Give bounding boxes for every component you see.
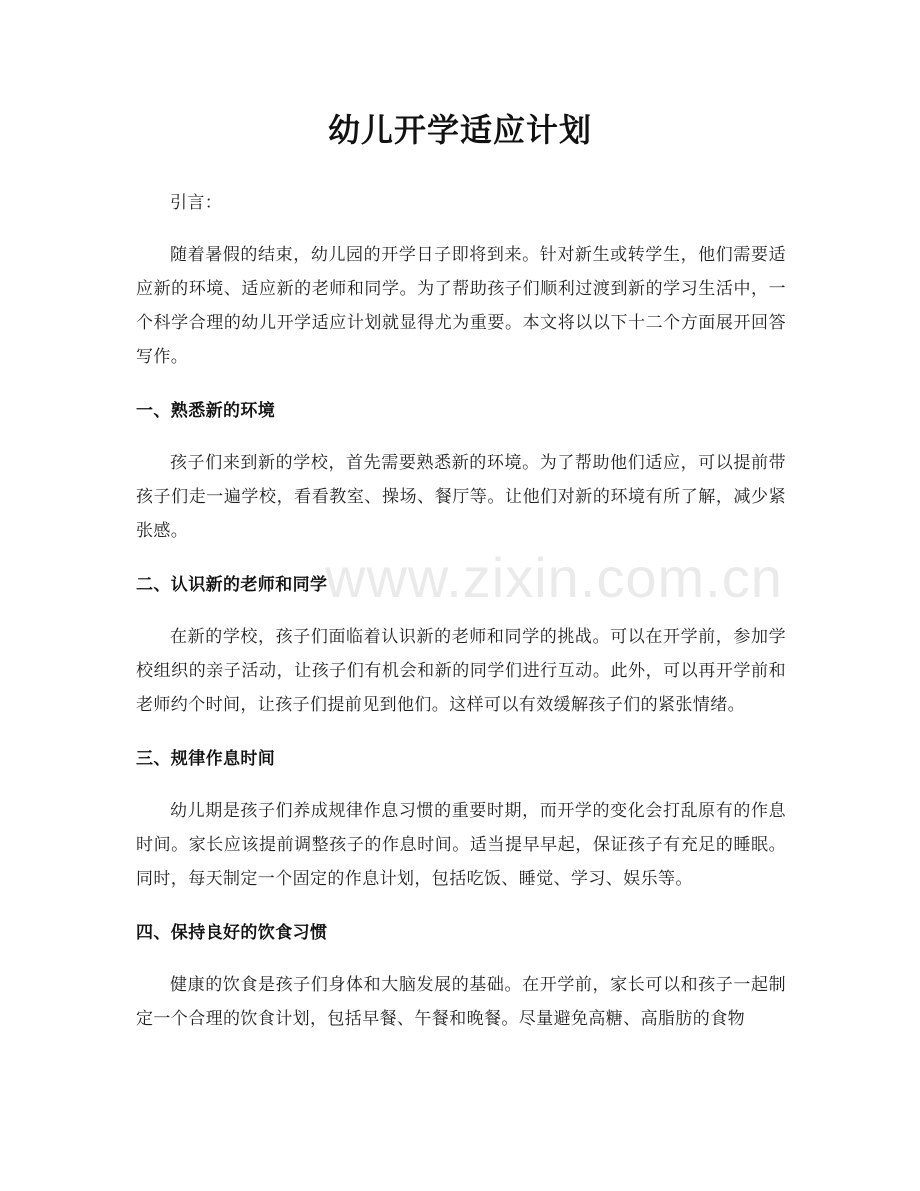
intro-paragraph: 随着暑假的结束，幼儿园的开学日子即将到来。针对新生或转学生，他们需要适应新的环境、适应新的老师和同学。为了帮助孩子们顺利过渡到新的学习生活中，一个科学合理的幼儿开学适应计划就显得尤为重要。本文将以以下十二个方面展开回答写作。	[136, 245, 786, 367]
section-heading: 一、熟悉新的环境	[136, 401, 276, 421]
section-3	[136, 742, 786, 896]
section-paragraph: 孩子们来到新的学校，首先需要熟悉新的环境。为了帮助他们适应，可以提前带孩子们走一遍学校，看看教室、操场、餐厅等。让他们对新的环境有所了解，减少紧张感。	[136, 453, 786, 541]
document-body	[136, 186, 786, 1036]
section-heading: 四、保持良好的饮食习惯	[136, 923, 328, 943]
document-title: 幼儿开学适应计划	[327, 111, 592, 149]
section-paragraph: 在新的学校，孩子们面临着认识新的老师和同学的挑战。可以在开学前，参加学校组织的亲子活动，让孩子们有机会和新的同学们进行互动。此外，可以再开学前和老师约个时间，让孩子们提前见到他们。这样可以有效缓解孩子们的紧张情绪。	[136, 627, 786, 715]
section-paragraph: 健康的饮食是孩子们身体和大脑发展的基础。在开学前，家长可以和孩子一起制定一个合理的饮食计划，包括早餐、午餐和晚餐。尽量避免高糖、高脂肪的食物	[136, 975, 786, 1029]
section-4	[136, 916, 786, 1036]
intro-label: 引言：	[170, 193, 223, 213]
section-paragraph: 幼儿期是孩子们养成规律作息习惯的重要时期，而开学的变化会打乱原有的作息时间。家长应该提前调整孩子的作息时间。适当提早早起，保证孩子有充足的睡眠。同时，每天制定一个固定的作息计划，包括吃饭、睡觉、学习、娱乐等。	[136, 801, 786, 889]
watermark-text: www.zixin.com.cn	[325, 546, 783, 609]
section-1	[136, 394, 786, 548]
section-2	[136, 568, 786, 722]
section-heading: 三、规律作息时间	[136, 749, 276, 769]
section-heading: 二、认识新的老师和同学	[136, 575, 328, 595]
